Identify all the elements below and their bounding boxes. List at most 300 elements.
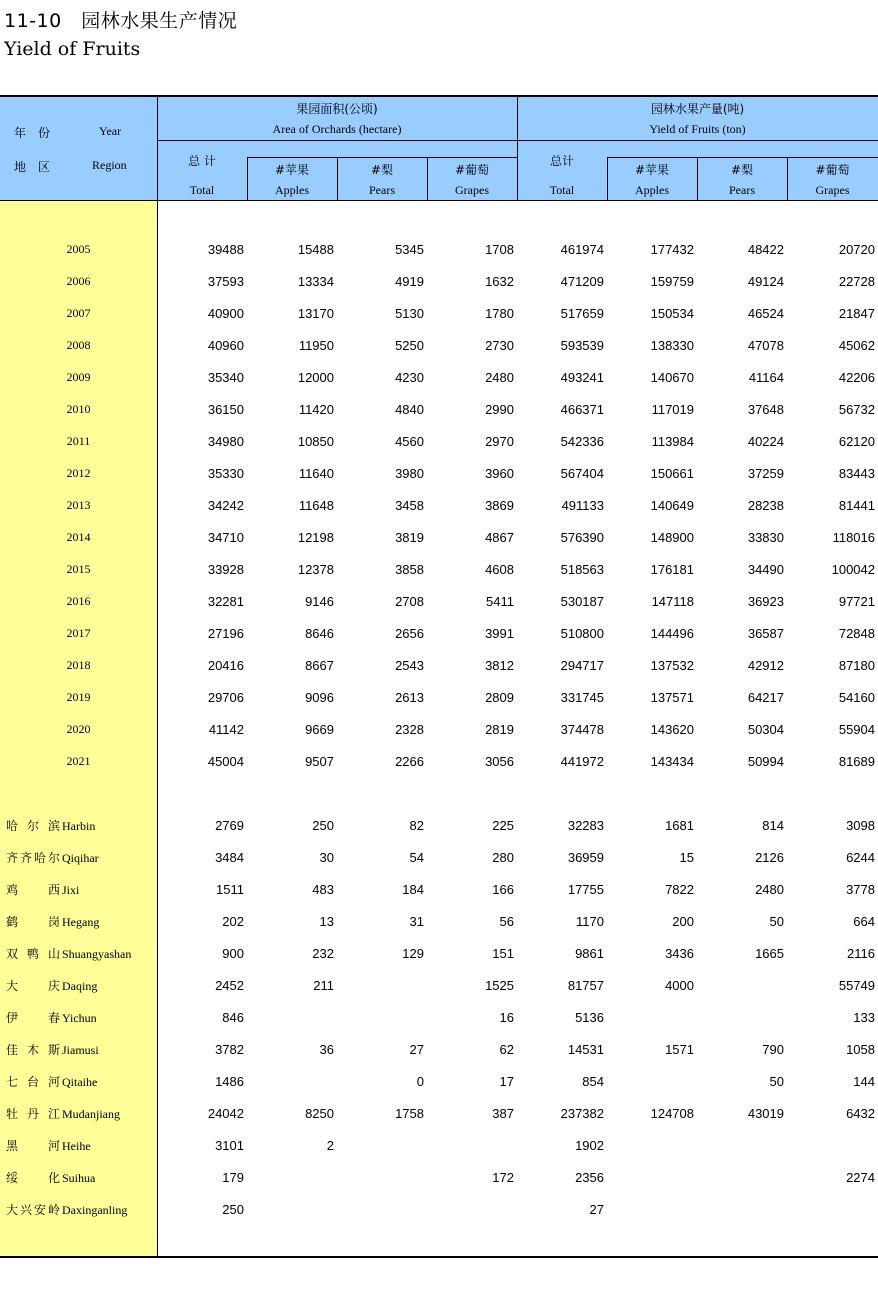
yield-grapes-cell: 22728 <box>838 273 875 289</box>
area-apples-cell: 232 <box>312 945 334 961</box>
area-grapes-cell: 4608 <box>485 561 514 577</box>
region-name-cn: 佳木斯 <box>6 1042 60 1057</box>
header-yield-group-cn: 园林水果产量(吨) <box>650 102 745 116</box>
header-yield-grapes-cn: #葡萄 <box>815 163 850 177</box>
year-cell: 2010 <box>66 401 91 416</box>
spacer-row <box>0 201 878 233</box>
area-grapes-cell: 56 <box>499 913 514 929</box>
area-total-cell: 179 <box>222 1169 244 1185</box>
year-cell: 2007 <box>66 305 91 320</box>
area-pears-cell <box>337 969 427 1001</box>
area-pears-cell: 3858 <box>395 561 424 577</box>
area-pears-cell: 2266 <box>395 753 424 769</box>
yield-grapes-cell: 20720 <box>838 241 875 257</box>
area-pears-cell: 1758 <box>395 1105 424 1121</box>
page-title-cn: 11-10 园林水果生产情况 <box>4 10 238 32</box>
area-total-cell: 24042 <box>207 1105 244 1121</box>
yield-apples-cell: 1681 <box>665 817 694 833</box>
yield-grapes-cell: 118016 <box>832 529 875 545</box>
yield-total-cell: 27 <box>589 1201 604 1217</box>
area-total-cell: 45004 <box>207 753 244 769</box>
area-apples-cell: 10850 <box>297 433 334 449</box>
yield-total-cell: 510800 <box>560 625 604 641</box>
spacer-row <box>0 777 878 809</box>
year-cell: 2018 <box>66 657 91 672</box>
yield-grapes-cell: 87180 <box>838 657 875 673</box>
table-row <box>0 489 878 521</box>
header-yield-total-cn: 总计 <box>549 154 574 168</box>
yield-apples-cell <box>607 1193 697 1225</box>
year-cell: 2013 <box>66 497 91 512</box>
area-total-cell: 41142 <box>208 721 244 737</box>
yield-apples-cell: 140670 <box>650 369 694 385</box>
area-total-cell: 34980 <box>207 433 244 449</box>
area-apples-cell <box>247 1161 337 1193</box>
area-apples-cell: 36 <box>319 1041 334 1057</box>
area-pears-cell: 3980 <box>395 465 424 481</box>
header-area-pears-cn: #梨 <box>370 163 394 177</box>
region-cell <box>0 1001 157 1033</box>
area-pears-cell: 4560 <box>395 433 424 449</box>
area-pears-cell: 4919 <box>395 273 424 289</box>
yield-apples-cell: 200 <box>672 913 694 929</box>
table-row <box>0 393 878 425</box>
yield-apples-cell: 147118 <box>651 593 694 609</box>
yield-grapes-cell <box>787 1129 878 1161</box>
area-apples-cell: 11950 <box>298 337 334 353</box>
area-grapes-cell: 17 <box>499 1073 514 1089</box>
yield-pears-cell: 2480 <box>755 881 784 897</box>
yield-apples-cell: 140649 <box>650 497 694 513</box>
area-total-cell: 35330 <box>207 465 244 481</box>
yield-pears-cell: 42912 <box>747 657 784 673</box>
yield-pears-cell: 49124 <box>747 273 784 289</box>
yield-pears-cell: 40224 <box>747 433 784 449</box>
area-apples-cell <box>247 1001 337 1033</box>
data-table-body <box>0 201 878 1225</box>
header-yield-total-en: Total <box>549 183 575 197</box>
yield-pears-cell: 64217 <box>747 689 784 705</box>
area-apples-cell: 12000 <box>297 369 334 385</box>
yield-grapes-cell: 100042 <box>831 561 875 577</box>
region-cell <box>0 937 157 969</box>
area-apples-cell: 13334 <box>297 273 334 289</box>
area-grapes-cell <box>427 1193 517 1225</box>
yield-grapes-cell: 81689 <box>838 753 875 769</box>
area-pears-cell: 82 <box>409 817 424 833</box>
region-name-cn: 双鸭山 <box>6 946 60 961</box>
yield-total-cell: 1902 <box>575 1137 604 1153</box>
table-row <box>0 361 878 393</box>
yield-total-cell: 576390 <box>560 529 604 545</box>
area-grapes-cell: 2480 <box>485 369 514 385</box>
table-row <box>0 649 878 681</box>
area-grapes-cell: 5411 <box>486 593 514 609</box>
region-name-en: Shuangyashan <box>62 946 132 961</box>
region-name-cn: 绥化 <box>6 1170 60 1185</box>
region-name-cn: 伊春 <box>6 1010 60 1025</box>
yield-pears-cell: 48422 <box>747 241 784 257</box>
region-cell <box>0 873 157 905</box>
yield-pears-cell <box>697 1001 787 1033</box>
area-grapes-cell: 1780 <box>485 305 514 321</box>
yield-apples-cell: 1571 <box>665 1041 694 1057</box>
region-name-en: Jiamusi <box>62 1042 99 1057</box>
yield-total-cell: 854 <box>582 1073 604 1089</box>
yield-pears-cell: 34490 <box>747 561 784 577</box>
subcol-top-rule <box>247 157 517 158</box>
area-total-cell: 40900 <box>207 305 244 321</box>
yield-total-cell: 593539 <box>560 337 604 353</box>
area-grapes-cell: 387 <box>492 1105 514 1121</box>
yield-grapes-cell: 6244 <box>846 849 875 865</box>
header-area-total-en: Total <box>189 183 215 197</box>
area-grapes-cell: 2730 <box>485 337 514 353</box>
table-row <box>0 585 878 617</box>
yield-apples-cell: 117019 <box>651 401 694 417</box>
header-area-total-cn: 总 计 <box>188 154 216 168</box>
area-total-cell: 3484 <box>215 849 244 865</box>
area-total-cell: 1511 <box>216 881 244 897</box>
area-grapes-cell: 172 <box>492 1169 514 1185</box>
area-apples-cell: 250 <box>312 817 334 833</box>
yield-grapes-cell: 6432 <box>846 1105 875 1121</box>
header-area-apples-en: Apples <box>275 183 309 197</box>
area-apples-cell <box>247 1065 337 1097</box>
table-row <box>0 1193 878 1225</box>
header-region-en: Region <box>92 158 127 172</box>
yield-apples-cell: 137532 <box>650 657 694 673</box>
area-pears-cell <box>337 1193 427 1225</box>
area-total-cell: 39488 <box>207 241 244 257</box>
table-row <box>0 297 878 329</box>
yield-apples-cell: 150534 <box>650 305 694 321</box>
table-row <box>0 521 878 553</box>
area-pears-cell: 54 <box>409 849 424 865</box>
region-name-en: Yichun <box>62 1010 97 1025</box>
yield-pears-cell: 33830 <box>747 529 784 545</box>
table-row <box>0 745 878 777</box>
area-pears-cell: 184 <box>402 881 424 897</box>
area-total-cell: 202 <box>222 913 244 929</box>
table-row <box>0 905 878 937</box>
region-name-en: Qiqihar <box>62 850 99 865</box>
region-cell <box>0 809 157 841</box>
yield-total-cell: 530187 <box>560 593 604 609</box>
yield-apples-cell: 148900 <box>650 529 694 545</box>
area-apples-cell: 9096 <box>305 689 334 705</box>
area-total-cell: 2452 <box>215 977 244 993</box>
region-name-cn: 牡丹江 <box>6 1106 60 1121</box>
area-apples-cell: 211 <box>313 977 334 993</box>
header-yield-apples-en: Apples <box>635 183 669 197</box>
area-grapes-cell: 280 <box>492 849 514 865</box>
area-pears-cell <box>337 1129 427 1161</box>
area-grapes-cell: 2990 <box>485 401 514 417</box>
year-cell: 2020 <box>66 721 91 736</box>
area-total-cell: 34242 <box>207 497 244 513</box>
page-title-en: Yield of Fruits <box>4 38 141 60</box>
header-area-group-cn: 果园面积(公顷) <box>296 102 378 116</box>
area-grapes-cell: 2819 <box>485 721 514 737</box>
area-total-cell: 846 <box>222 1009 244 1025</box>
header-region-cn: 地 区 <box>14 160 51 174</box>
area-grapes-cell: 1525 <box>485 977 514 993</box>
table-row <box>0 265 878 297</box>
yield-apples-cell: 143434 <box>650 753 694 769</box>
area-total-cell: 250 <box>222 1201 244 1217</box>
area-pears-cell: 31 <box>409 913 424 929</box>
area-pears-cell <box>337 1161 427 1193</box>
area-apples-cell: 13170 <box>297 305 334 321</box>
area-total-cell: 36150 <box>207 401 244 417</box>
year-cell: 2011 <box>66 433 91 448</box>
region-name-cn: 七台河 <box>6 1074 60 1089</box>
area-pears-cell: 3819 <box>395 529 424 545</box>
yield-grapes-cell: 144 <box>853 1073 875 1089</box>
region-cell <box>0 1129 157 1161</box>
table-row <box>0 553 878 585</box>
region-name-en: Heihe <box>62 1138 91 1153</box>
table-row <box>0 1065 878 1097</box>
table-row <box>0 873 878 905</box>
area-pears-cell: 2543 <box>395 657 424 673</box>
yield-pears-cell: 46524 <box>747 305 784 321</box>
area-total-cell: 40960 <box>207 337 244 353</box>
year-cell: 2009 <box>66 369 91 384</box>
area-pears-cell: 5250 <box>395 337 424 353</box>
yield-apples-cell <box>607 1129 697 1161</box>
area-apples-cell: 11640 <box>298 465 334 481</box>
header-yield-group-en: Yield of Fruits (ton) <box>649 122 746 136</box>
yield-apples-cell: 159759 <box>650 273 694 289</box>
table-row <box>0 1001 878 1033</box>
yield-grapes-cell: 97721 <box>838 593 875 609</box>
yield-total-cell: 466371 <box>560 401 604 417</box>
yield-pears-cell: 47078 <box>747 337 784 353</box>
yield-grapes-cell: 664 <box>853 913 875 929</box>
yield-pears-cell: 50 <box>769 1073 784 1089</box>
yield-apples-cell: 144496 <box>650 625 694 641</box>
region-name-cn: 大庆 <box>6 978 60 993</box>
region-name-en: Harbin <box>62 818 96 833</box>
region-name-cn: 哈尔滨 <box>6 818 60 833</box>
area-apples-cell: 30 <box>319 849 334 865</box>
table-row <box>0 809 878 841</box>
area-apples-cell: 11648 <box>298 497 334 513</box>
year-cell: 2016 <box>66 593 91 608</box>
yield-pears-cell: 37259 <box>747 465 784 481</box>
yield-grapes-cell: 81441 <box>838 497 875 513</box>
area-grapes-cell: 151 <box>492 945 514 961</box>
year-cell: 2015 <box>66 561 91 576</box>
yield-grapes-cell: 42206 <box>838 369 875 385</box>
area-total-cell: 35340 <box>207 369 244 385</box>
yield-apples-cell: 3436 <box>665 945 694 961</box>
table-row <box>0 937 878 969</box>
subcol-top-rule-2 <box>607 157 878 158</box>
yield-total-cell: 542336 <box>560 433 604 449</box>
area-grapes-cell: 1632 <box>485 273 514 289</box>
region-cell <box>0 1033 157 1065</box>
yield-apples-cell: 15 <box>679 849 694 865</box>
yield-apples-cell <box>607 1065 697 1097</box>
area-total-cell: 37593 <box>207 273 244 289</box>
area-total-cell: 20416 <box>207 657 244 673</box>
area-apples-cell: 8646 <box>305 625 334 641</box>
yield-pears-cell: 36587 <box>747 625 784 641</box>
area-pears-cell: 2613 <box>395 689 424 705</box>
table-row <box>0 233 878 265</box>
yield-total-cell: 17755 <box>567 881 604 897</box>
area-total-cell: 29706 <box>207 689 244 705</box>
year-cell: 2021 <box>66 753 91 768</box>
area-grapes-cell <box>427 1129 517 1161</box>
yield-pears-cell: 814 <box>762 817 784 833</box>
yield-total-cell: 374478 <box>560 721 604 737</box>
year-cell: 2008 <box>66 337 91 352</box>
yield-apples-cell: 143620 <box>650 721 694 737</box>
yield-total-cell: 32283 <box>567 817 604 833</box>
area-total-cell: 1486 <box>215 1073 244 1089</box>
yield-grapes-cell: 62120 <box>838 433 875 449</box>
header-area-grapes-en: Grapes <box>455 183 489 197</box>
region-name-en: Mudanjiang <box>62 1106 120 1121</box>
yield-total-cell: 36959 <box>567 849 604 865</box>
region-cell <box>0 1193 157 1225</box>
area-total-cell: 2769 <box>215 817 244 833</box>
year-cell: 2017 <box>66 625 91 640</box>
area-pears-cell: 2708 <box>395 593 424 609</box>
area-apples-cell: 2 <box>326 1137 334 1153</box>
yield-total-cell: 517659 <box>560 305 604 321</box>
area-grapes-cell: 166 <box>492 881 514 897</box>
yield-apples-cell: 150661 <box>650 465 694 481</box>
area-pears-cell: 5345 <box>395 241 424 257</box>
yield-apples-cell: 4000 <box>665 977 694 993</box>
yield-pears-cell: 50 <box>769 913 784 929</box>
yield-grapes-cell: 3098 <box>846 817 875 833</box>
region-name-cn: 黑河 <box>6 1138 60 1153</box>
yield-total-cell: 471209 <box>560 273 604 289</box>
yield-apples-cell: 137571 <box>650 689 694 705</box>
yield-apples-cell: 177432 <box>650 241 694 257</box>
yield-total-cell: 2356 <box>575 1169 604 1185</box>
region-name-cn: 鹤岗 <box>6 914 60 929</box>
table-row <box>0 329 878 361</box>
table-row <box>0 681 878 713</box>
yield-pears-cell <box>697 969 787 1001</box>
table-row <box>0 1129 878 1161</box>
area-apples-cell: 15488 <box>297 241 334 257</box>
yield-pears-cell: 50994 <box>747 753 784 769</box>
area-apples-cell: 13 <box>319 913 334 929</box>
region-cell <box>0 969 157 1001</box>
yield-grapes-cell: 83443 <box>838 465 875 481</box>
yield-grapes-cell: 2116 <box>847 945 875 961</box>
yield-apples-cell <box>607 1161 697 1193</box>
region-name-en: Hegang <box>62 914 100 929</box>
region-cell <box>0 1161 157 1193</box>
yield-grapes-cell: 1058 <box>846 1041 875 1057</box>
yield-pears-cell: 36923 <box>747 593 784 609</box>
region-name-cn: 鸡西 <box>6 882 60 897</box>
area-grapes-cell: 3869 <box>485 497 514 513</box>
yield-total-cell: 493241 <box>560 369 604 385</box>
yield-total-cell: 237382 <box>560 1105 604 1121</box>
area-apples-cell: 9146 <box>305 593 334 609</box>
yield-pears-cell: 2126 <box>755 849 784 865</box>
area-grapes-cell: 225 <box>492 817 514 833</box>
yield-pears-cell: 43019 <box>747 1105 784 1121</box>
yield-grapes-cell: 72848 <box>838 625 875 641</box>
yield-apples-cell <box>607 1001 697 1033</box>
yield-total-cell: 14531 <box>567 1041 604 1057</box>
table-row <box>0 1097 878 1129</box>
yield-total-cell: 331745 <box>560 689 604 705</box>
yield-apples-cell: 113984 <box>651 433 694 449</box>
header-year-en: Year <box>99 124 122 138</box>
area-pears-cell: 0 <box>416 1073 424 1089</box>
yield-total-cell: 5136 <box>575 1009 604 1025</box>
yield-grapes-cell: 56732 <box>838 401 875 417</box>
area-grapes-cell: 1708 <box>485 241 514 257</box>
yield-pears-cell: 50304 <box>747 721 784 737</box>
area-total-cell: 900 <box>222 945 244 961</box>
header-yield-apples-cn: #苹果 <box>634 163 670 177</box>
area-pears-cell: 2328 <box>395 721 424 737</box>
region-cell <box>0 1065 157 1097</box>
yield-grapes-cell: 55904 <box>838 721 875 737</box>
area-grapes-cell: 2970 <box>485 433 514 449</box>
header-area-apples-cn: #苹果 <box>274 163 310 177</box>
yield-pears-cell: 28238 <box>747 497 784 513</box>
region-name-en: Qitaihe <box>62 1074 98 1089</box>
table-row <box>0 841 878 873</box>
header-top-rule <box>0 95 878 97</box>
area-pears-cell: 2656 <box>395 625 424 641</box>
yield-total-cell: 518563 <box>560 561 604 577</box>
yield-total-cell: 567404 <box>560 465 604 481</box>
yield-grapes-cell: 45062 <box>838 337 875 353</box>
area-grapes-cell: 2809 <box>485 689 514 705</box>
area-grapes-cell: 3960 <box>485 465 514 481</box>
area-pears-cell: 4230 <box>395 369 424 385</box>
table-row <box>0 425 878 457</box>
region-name-cn: 齐齐哈尔 <box>6 850 60 865</box>
yield-apples-cell: 124708 <box>650 1105 694 1121</box>
area-pears-cell <box>337 1001 427 1033</box>
header-yield-grapes-en: Grapes <box>815 183 850 197</box>
area-apples-cell <box>247 1193 337 1225</box>
region-name-en: Jixi <box>62 882 80 897</box>
area-grapes-cell: 4867 <box>485 529 514 545</box>
area-total-cell: 27196 <box>207 625 244 641</box>
yield-pears-cell: 37648 <box>747 401 784 417</box>
area-total-cell: 3782 <box>215 1041 244 1057</box>
region-name-en: Daxinganling <box>62 1202 128 1217</box>
table-row <box>0 1161 878 1193</box>
region-name-en: Daqing <box>62 978 98 993</box>
yield-grapes-cell <box>787 1193 878 1225</box>
table-row <box>0 457 878 489</box>
region-cell <box>0 1097 157 1129</box>
region-name-cn: 大兴安岭 <box>6 1202 60 1217</box>
yield-total-cell: 491133 <box>561 497 604 513</box>
region-cell <box>0 841 157 873</box>
area-pears-cell: 3458 <box>395 497 424 513</box>
yield-grapes-cell: 3778 <box>846 881 875 897</box>
